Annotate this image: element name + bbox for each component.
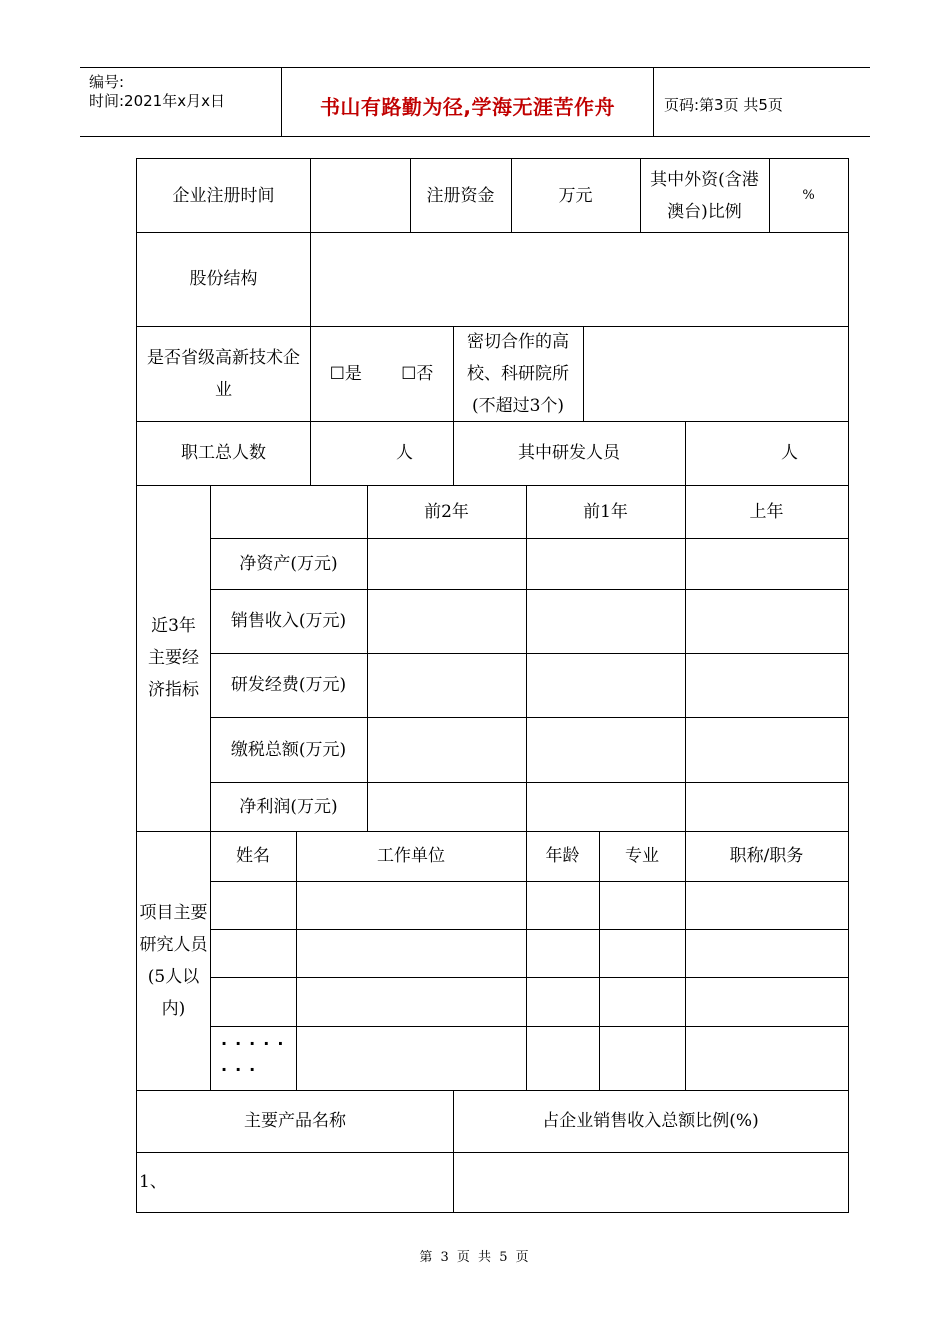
reg-capital-field[interactable] — [511, 159, 640, 232]
number-label: 编号: — [89, 73, 125, 91]
reg-capital-label: 注册资金 — [426, 185, 495, 206]
option-yes-checkbox[interactable]: ☐是 — [329, 363, 362, 384]
year-header-1: 前2年 — [424, 501, 469, 522]
reg-time-label: 企业注册时间 — [172, 185, 275, 206]
staff-total-field[interactable] — [310, 421, 453, 485]
indicator-net-assets: 净资产(万元) — [239, 553, 338, 574]
option-no-checkbox[interactable]: ☐否 — [401, 363, 434, 384]
col-major: 专业 — [625, 846, 659, 866]
header-motto-cell — [282, 68, 654, 136]
product-ratio-field[interactable] — [453, 1152, 848, 1212]
hightech-options — [310, 326, 453, 421]
motto: 书山有路勤为径,学海无涯苦作舟 — [319, 94, 616, 119]
foreign-ratio-field[interactable] — [769, 159, 848, 232]
product-ratio-label: 占企业销售收入总额比例(%) — [542, 1111, 759, 1131]
header-page-cell — [654, 68, 870, 136]
page-info: 页码:第3页 共5页 — [664, 95, 783, 114]
indicator-tax: 缴税总额(万元) — [230, 739, 347, 760]
col-name: 姓名 — [236, 846, 270, 866]
researchers-label: 项目主要研究人员(5人以内) — [139, 902, 208, 1019]
staff-person-unit: 人 — [396, 443, 413, 463]
col-title: 职称/职务 — [729, 846, 804, 866]
date-label: 时间:2021年x月x日 — [89, 92, 225, 110]
page-header — [80, 67, 870, 137]
product-name-label: 主要产品名称 — [244, 1111, 346, 1131]
header-meta — [80, 68, 282, 136]
indicator-rd-spend: 研发经费(万元) — [230, 675, 347, 695]
year-header-2: 前1年 — [583, 501, 628, 522]
capital-unit: 万元 — [558, 185, 593, 206]
reg-time-field[interactable] — [310, 159, 410, 232]
foreign-ratio-label: 其中外资(含港澳台)比例 — [650, 169, 759, 222]
application-form-table — [136, 158, 849, 1213]
ellipsis-row: ········ — [221, 1034, 292, 1079]
year-header-3: 上年 — [749, 501, 784, 522]
col-age: 年龄 — [545, 846, 580, 866]
share-structure-field[interactable] — [310, 232, 848, 326]
indicator-sales: 销售收入(万元) — [230, 611, 347, 631]
rd-staff-label: 其中研发人员 — [518, 443, 620, 463]
rd-person-unit: 人 — [781, 443, 798, 463]
indicators-label: 近3年主要经济指标 — [148, 616, 199, 700]
share-structure-label: 股份结构 — [189, 269, 258, 289]
hightech-label: 是否省级高新技术企业 — [147, 347, 300, 400]
indicator-net-profit: 净利润(万元) — [239, 796, 338, 817]
product-row-1[interactable]: 1、 — [139, 1172, 167, 1192]
page-footer: 第 3 页 共 5 页 — [419, 1250, 531, 1265]
partners-field[interactable] — [583, 326, 848, 421]
percent-unit: % — [802, 187, 815, 203]
rd-staff-field[interactable] — [685, 421, 848, 485]
staff-total-label: 职工总人数 — [181, 443, 266, 463]
partners-label: 密切合作的高校、科研院所(不超过3个) — [467, 331, 569, 416]
col-workplace: 工作单位 — [377, 846, 445, 866]
